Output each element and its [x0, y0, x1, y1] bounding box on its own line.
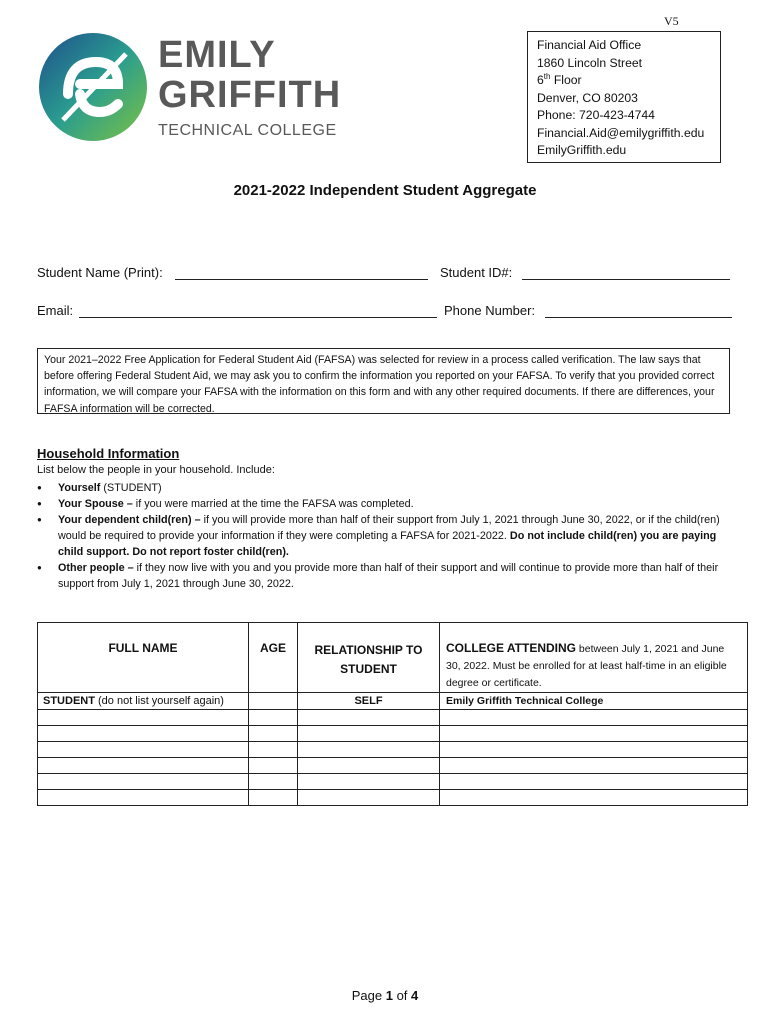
age-cell[interactable] [249, 774, 298, 790]
college-cell[interactable] [440, 790, 748, 806]
email-label: Email: [37, 303, 74, 318]
phone-number-field[interactable] [545, 303, 732, 318]
table-row [38, 710, 748, 726]
relationship-cell[interactable] [298, 710, 440, 726]
office-website: EmilyGriffith.edu [537, 143, 627, 157]
age-cell[interactable] [249, 742, 298, 758]
address-box [527, 31, 721, 163]
list-item: ● Your Spouse – if you were married at the time the FAFSA was completed. [37, 496, 738, 512]
relationship-cell[interactable] [298, 726, 440, 742]
office-name: Financial Aid Office [537, 38, 642, 52]
relationship-cell[interactable] [298, 742, 440, 758]
college-cell[interactable] [440, 774, 748, 790]
name-cell[interactable] [38, 774, 249, 790]
city-state-zip: Denver, CO 80203 [537, 90, 638, 105]
name-cell[interactable] [38, 710, 249, 726]
floor: 6th Floor [537, 71, 582, 87]
page-number: Page 1 of 4 [351, 988, 419, 1003]
age-cell[interactable] [249, 726, 298, 742]
household-list [37, 480, 737, 592]
student-name-cell: STUDENT (do not list yourself again) [38, 693, 249, 710]
logo-text-emily: EMILY [158, 34, 276, 76]
age-cell[interactable] [249, 710, 298, 726]
office-email: Financial.Aid@emilygriffith.edu [537, 125, 705, 140]
form-title: 2021-2022 Independent Student Aggregate [233, 182, 537, 199]
header-full-name: FULL NAME [38, 623, 249, 693]
student-name-label: Student Name (Print): [37, 265, 163, 280]
name-cell[interactable] [38, 790, 249, 806]
student-relationship-cell: SELF [298, 693, 440, 710]
table-row [38, 742, 748, 758]
table-header-row [38, 623, 748, 693]
version-label: V5 [664, 14, 679, 28]
list-item: ● Yourself (STUDENT) [37, 480, 738, 496]
logo-emblem-icon [38, 32, 148, 142]
student-id-label: Student ID#: [440, 265, 513, 280]
name-cell[interactable] [38, 742, 249, 758]
office-phone: Phone: 720-423-4744 [537, 108, 655, 122]
list-item: ● Other people – if they now live with you and you provide more than half of their support and will continue to provide more than half of their support from July 1, 2021 through June 30, 2022. [37, 560, 738, 592]
relationship-cell[interactable] [298, 790, 440, 806]
logo-text-griffith: GRIFFITH [158, 74, 342, 116]
college-cell[interactable] [440, 710, 748, 726]
header-relationship: RELATIONSHIP TO STUDENT [298, 623, 440, 693]
student-college-cell: Emily Griffith Technical College [440, 693, 748, 710]
household-heading: Household Information [37, 446, 180, 461]
relationship-cell[interactable] [298, 758, 440, 774]
header-age: AGE [249, 623, 298, 693]
phone-number-label: Phone Number: [444, 303, 536, 318]
table-row [38, 758, 748, 774]
household-intro: List below the people in your household. Include: [37, 464, 275, 476]
table-row [38, 774, 748, 790]
age-cell[interactable] [249, 790, 298, 806]
table-row [38, 726, 748, 742]
college-logo [38, 30, 358, 145]
student-age-cell[interactable] [249, 693, 298, 710]
college-cell[interactable] [440, 758, 748, 774]
street-address: 1860 Lincoln Street [537, 55, 643, 70]
household-table [37, 622, 748, 806]
student-id-field[interactable] [522, 265, 730, 280]
list-item: ● Your dependent child(ren) – if you will provide more than half of their support from July 1, 2021 through June 30, 2022, or if the child(ren) would be required to provide your information if they were completing a FAFSA for 2021-2022. Do not include child(ren) you are paying child support. Do not report foster child(ren). [37, 512, 738, 560]
student-name-field[interactable] [175, 265, 428, 280]
email-field[interactable] [79, 303, 437, 318]
name-cell[interactable] [38, 726, 249, 742]
age-cell[interactable] [249, 758, 298, 774]
name-cell[interactable] [38, 758, 249, 774]
header-college-attending: COLLEGE ATTENDING between July 1, 2021 and June 30, 2022. Must be enrolled for at least half-time in an eligible degree or certificate. [440, 623, 748, 693]
college-cell[interactable] [440, 726, 748, 742]
logo-text-college: TECHNICAL COLLEGE [158, 122, 337, 139]
table-row [38, 790, 748, 806]
verification-notice: Your 2021–2022 Free Application for Federal Student Aid (FAFSA) was selected for review in a process called verification. The law says that before offering Federal Student Aid, we may ask you to confirm the information you reported on your FAFSA. To verify that you provided correct information, we will compare your FAFSA with the information on this form and with any other required documents. If there are differences, your FAFSA information will be corrected. [37, 348, 730, 414]
relationship-cell[interactable] [298, 774, 440, 790]
table-row [38, 693, 748, 710]
college-cell[interactable] [440, 742, 748, 758]
